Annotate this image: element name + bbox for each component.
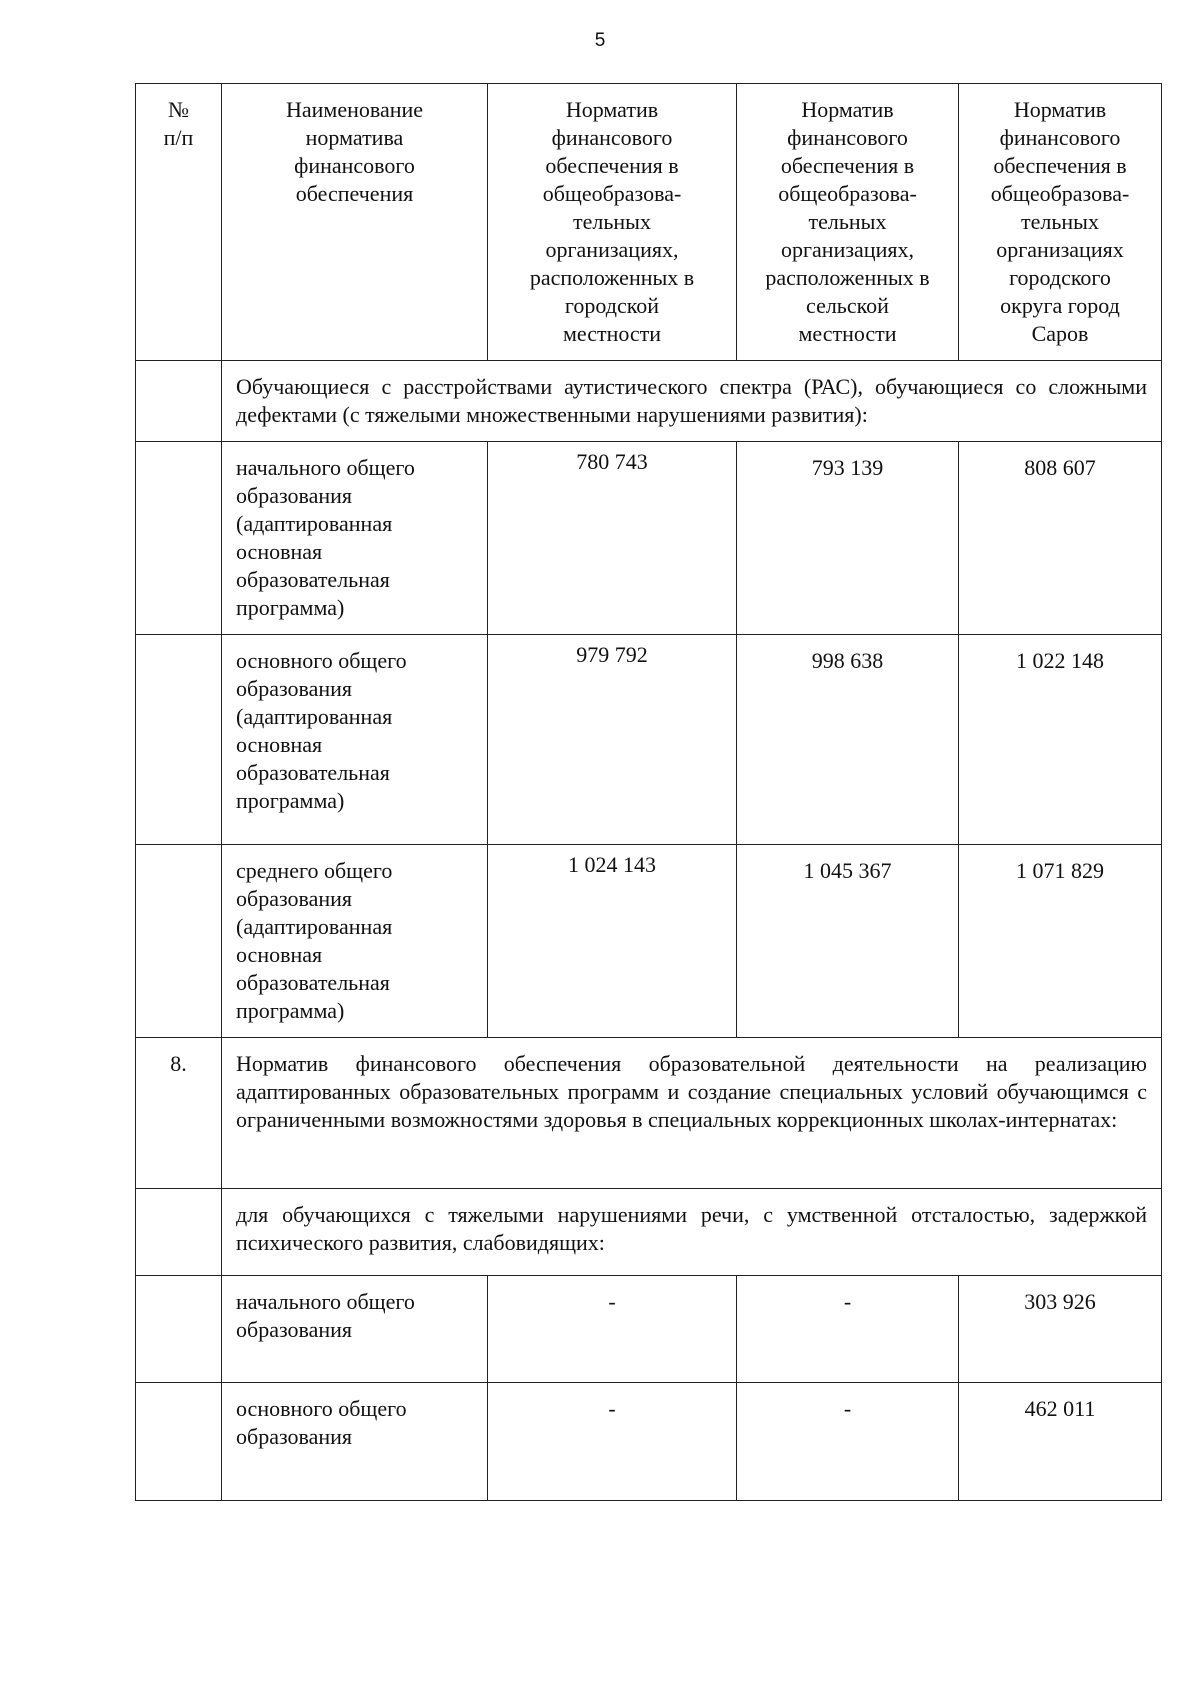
section-row-8 <box>136 1038 1162 1189</box>
urban-value: - <box>488 1383 737 1501</box>
empty-number-cell <box>136 845 222 1038</box>
empty-number-cell <box>136 1383 222 1501</box>
row-name: среднего общего образования (адаптированная основная образовательная программа) <box>222 845 488 1038</box>
page-number: 5 <box>594 30 606 51</box>
empty-number-cell <box>136 635 222 845</box>
urban-value-text: 979 792 <box>576 642 648 667</box>
row-name: основного общего образования <box>222 1383 488 1501</box>
row-name: начального общего образования <box>222 1276 488 1383</box>
empty-number-cell <box>136 442 222 635</box>
table-row <box>136 1276 1162 1383</box>
table-header-row <box>136 84 1162 361</box>
financing-norms-table <box>135 83 1162 1501</box>
rural-value: 1 045 367 <box>737 845 959 1038</box>
empty-number-cell <box>136 1189 222 1276</box>
urban-value <box>488 845 737 1038</box>
sarov-value: 462 011 <box>959 1383 1162 1501</box>
row-name: начального общего образования (адаптированная основная образовательная программа) <box>222 442 488 635</box>
section-row-ras <box>136 361 1162 442</box>
row-name: основного общего образования (адаптированная основная образовательная программа) <box>222 635 488 845</box>
header-rural-norm: Норматив финансового обеспечения в общеобразова- тельных организациях, расположенных в сельской местности <box>737 84 959 361</box>
table-row <box>136 1383 1162 1501</box>
empty-number-cell <box>136 1276 222 1383</box>
table-row <box>136 635 1162 845</box>
urban-value-text: 1 024 143 <box>568 852 656 877</box>
rural-value: - <box>737 1276 959 1383</box>
table-row <box>136 845 1162 1038</box>
urban-value: - <box>488 1276 737 1383</box>
sarov-value: 1 071 829 <box>959 845 1162 1038</box>
rural-value: 793 139 <box>737 442 959 635</box>
urban-value <box>488 635 737 845</box>
header-urban-norm: Норматив финансового обеспечения в общеобразова- тельных организациях, расположенных в городской местности <box>488 84 737 361</box>
section-title-ras: Обучающиеся с расстройствами аутистического спектра (РАС), обучающиеся со сложными дефектами (с тяжелыми множественными нарушениями развития): <box>222 361 1162 442</box>
urban-value <box>488 442 737 635</box>
urban-value-text: 780 743 <box>576 449 648 474</box>
subsection-row <box>136 1189 1162 1276</box>
header-norm-name: Наименование норматива финансового обеспечения <box>222 84 488 361</box>
empty-number-cell <box>136 361 222 442</box>
table-row <box>136 442 1162 635</box>
header-number: № п/п <box>136 84 222 361</box>
header-sarov-norm: Норматив финансового обеспечения в общеобразова- тельных организациях городского округа город Саров <box>959 84 1162 361</box>
rural-value: 998 638 <box>737 635 959 845</box>
rural-value: - <box>737 1383 959 1501</box>
row-number: 8. <box>136 1038 222 1189</box>
sarov-value: 303 926 <box>959 1276 1162 1383</box>
subsection-title: для обучающихся с тяжелыми нарушениями речи, с умственной отсталостью, задержкой психического развития, слабовидящих: <box>222 1189 1162 1276</box>
section-title-8: Норматив финансового обеспечения образовательной деятельности на реализацию адаптированных образовательных программ и создание специальных условий обучающимся с ограниченными возможностями здоровья в специальных коррекционных школах-интернатах: <box>222 1038 1162 1189</box>
sarov-value: 808 607 <box>959 442 1162 635</box>
sarov-value: 1 022 148 <box>959 635 1162 845</box>
